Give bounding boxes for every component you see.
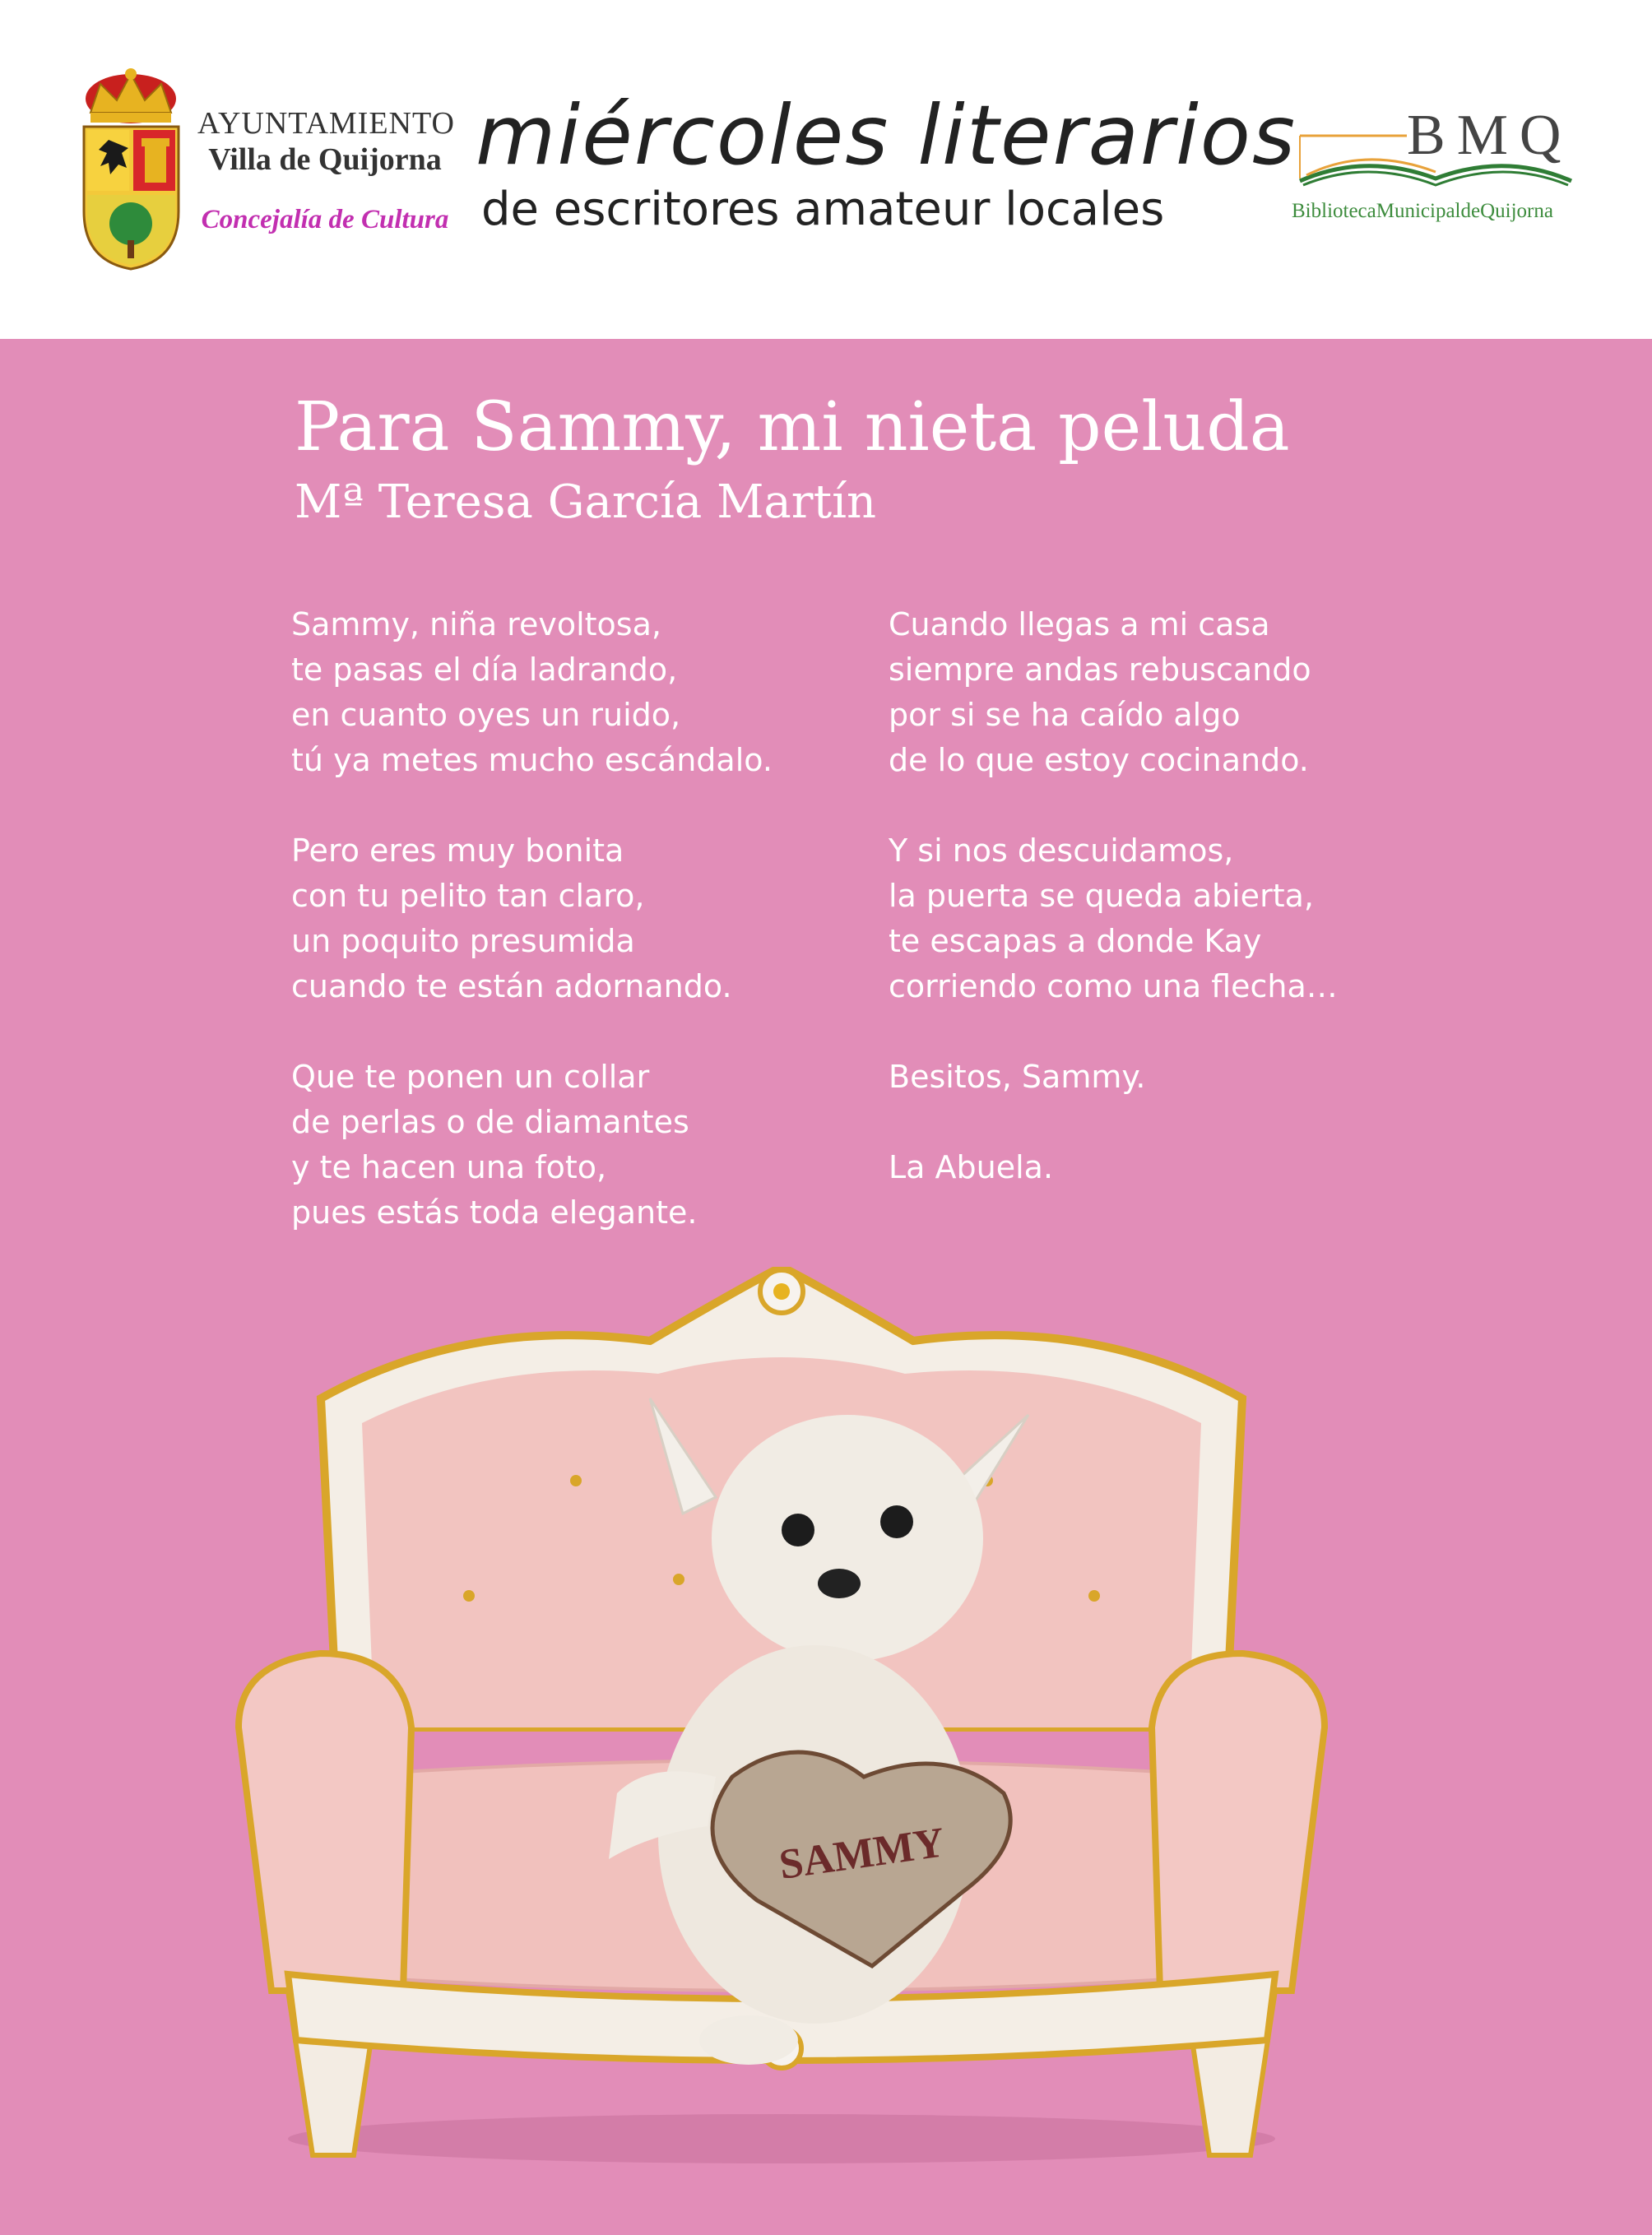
signature-line	[889, 1145, 1338, 1190]
poem-line: tú ya metes mucho escándalo.	[291, 742, 773, 778]
stanza	[291, 1055, 773, 1236]
poem-line: cuando te están adornando.	[291, 968, 732, 1004]
library-name: BibliotecaMunicipaldeQuijorna	[1292, 200, 1553, 222]
series-title: miércoles literarios	[476, 87, 1297, 183]
municipality-block	[197, 105, 455, 237]
series-subtitle: de escritores amateur locales	[481, 183, 1165, 236]
poem-line: Pero eres muy bonita	[291, 832, 624, 869]
poem-column-right	[889, 602, 1338, 1236]
poem-author: Mª Teresa García Martín	[295, 475, 877, 529]
poem-line: Cuando llegas a mi casa	[889, 606, 1270, 642]
poem-line: siempre andas rebuscando	[889, 651, 1311, 688]
closing-line	[889, 1055, 1338, 1100]
poem-line: La Abuela.	[889, 1149, 1054, 1185]
poem-line: corriendo como una flecha…	[889, 968, 1338, 1004]
department-label: Concejalía de Cultura	[201, 205, 449, 234]
poem-title: Para Sammy, mi nieta peluda	[295, 388, 1290, 466]
poem-line: y te hacen una foto,	[291, 1149, 607, 1185]
poem-line: de perlas o de diamantes	[291, 1104, 689, 1140]
stanza	[889, 828, 1338, 1009]
poem-line: Y si nos descuidamos,	[889, 832, 1234, 869]
poem-line: Que te ponen un collar	[291, 1059, 650, 1095]
poem-line: la puerta se queda abierta,	[889, 878, 1314, 914]
poem-line: Sammy, niña revoltosa,	[291, 606, 661, 642]
floor-shadow	[288, 2114, 1275, 2163]
pillow-label: SAMMY	[776, 1819, 948, 1889]
library-logo	[1292, 103, 1580, 234]
poem-line: Besitos, Sammy.	[889, 1059, 1146, 1095]
poem-line: por si se ha caído algo	[889, 697, 1241, 733]
org-line1: AYUNTAMIENTO	[197, 106, 455, 141]
poem-line: de lo que estoy cocinando.	[889, 742, 1309, 778]
poem-line: en cuanto oyes un ruido,	[291, 697, 681, 733]
sofa-with-dog-illustration	[222, 1267, 1341, 2180]
poem-line: te pasas el día ladrando,	[291, 651, 678, 688]
header-banner	[0, 0, 1652, 339]
poem-line: pues estás toda elegante.	[291, 1194, 698, 1231]
stanza	[291, 602, 773, 783]
stanza	[889, 602, 1338, 783]
poem-line: con tu pelito tan claro,	[291, 878, 645, 914]
poem-line: te escapas a donde Kay	[889, 923, 1262, 959]
org-line2: Villa de Quijorna	[208, 142, 442, 177]
poem-line: un poquito presumida	[291, 923, 635, 959]
coat-of-arms-icon	[76, 67, 187, 273]
stanza	[291, 828, 773, 1009]
poem-column-left	[291, 602, 773, 1281]
library-initials: BMQ	[1407, 104, 1573, 167]
